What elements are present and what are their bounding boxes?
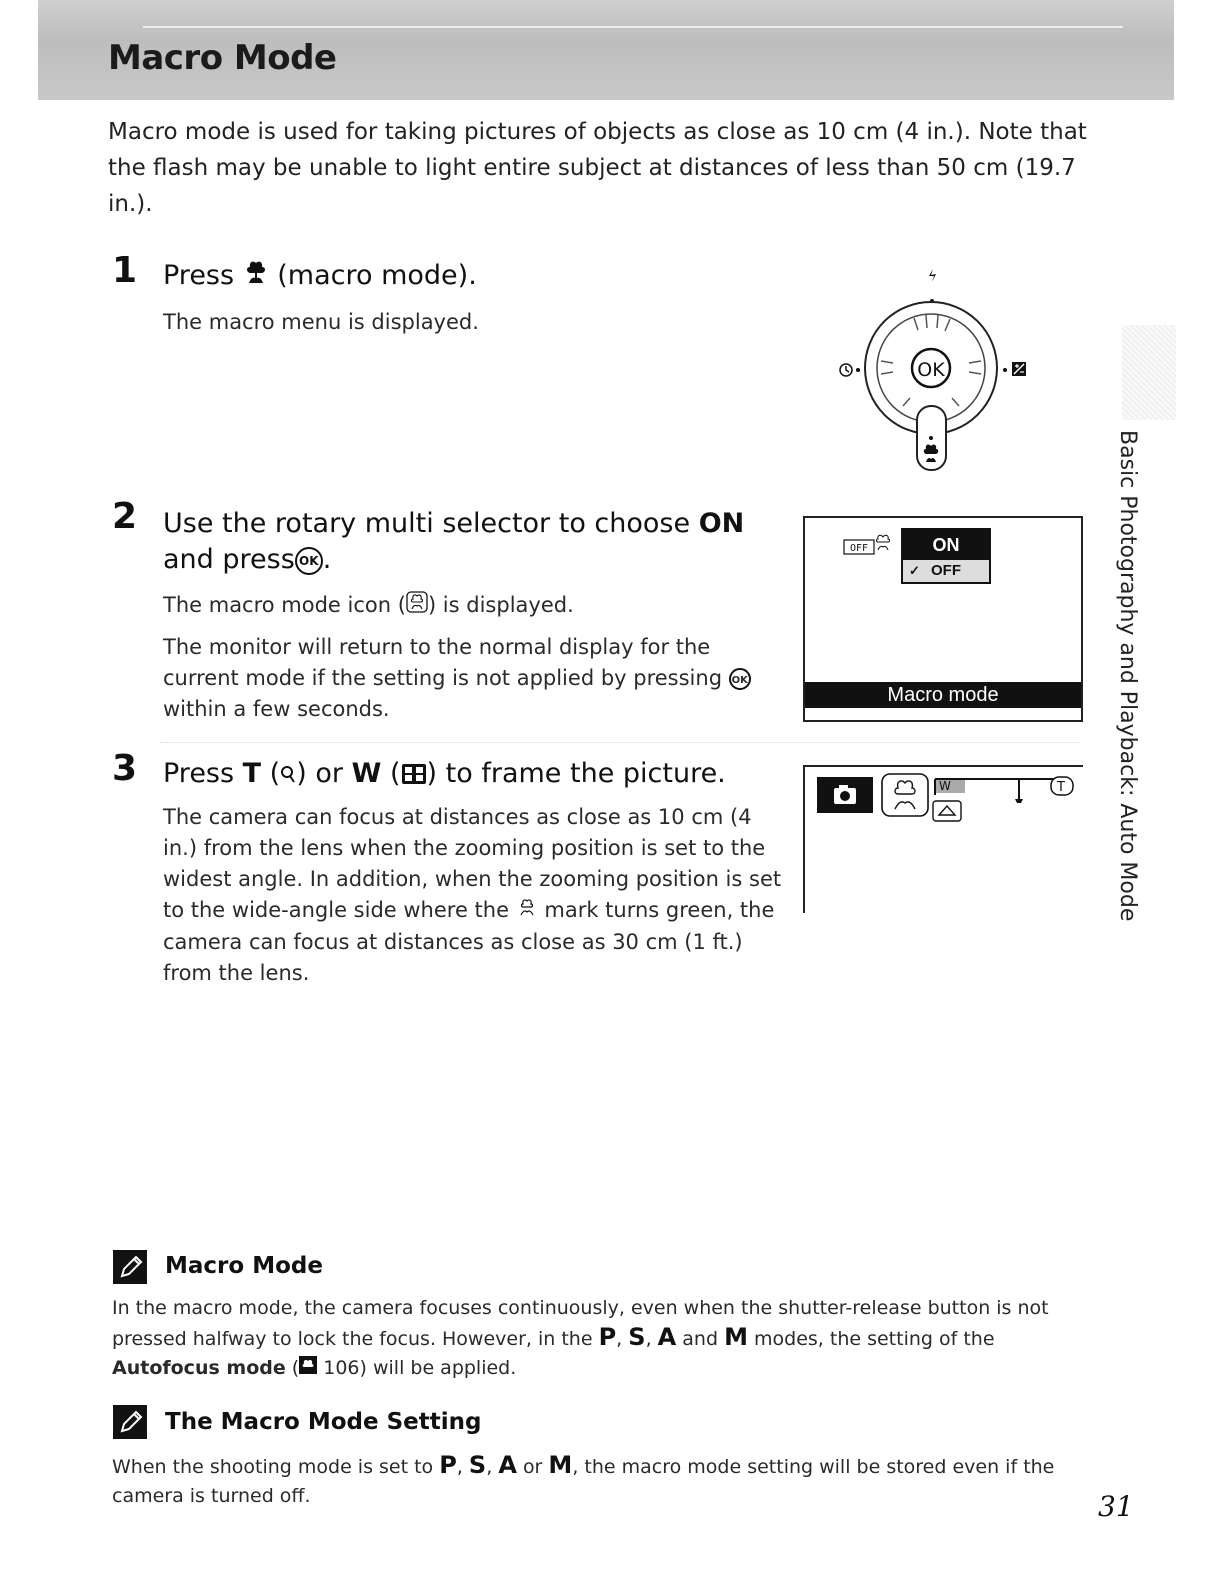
note-1-body: In the macro mode, the camera focuses continuously, even when the shutter-release button is not pressed halfway to lock the focus. However, in the P, S, A and M modes, the setting of the Autofocus mode ( 106) will be applied. (112, 1294, 1092, 1383)
step-2-number: 2 (112, 496, 138, 537)
side-tab-texture (1122, 325, 1176, 420)
note-1-title: Macro Mode (165, 1253, 323, 1279)
zoom-t-label: T (242, 758, 262, 789)
step-2-body-2-after: within a few seconds. (163, 697, 390, 721)
step-2-heading-end: . (322, 544, 332, 575)
note-2-body: When the shooting mode is set to P, S, A or M, the macro mode setting will be stored even if the camera is turned off. (112, 1451, 1055, 1507)
step-3-heading (163, 756, 783, 792)
note-1-body-before: In the macro mode, the camera focuses continuously, even when the shutter-release button is not pressed halfway to lock the focus. However, in the (112, 1297, 1049, 1350)
macro-off-icon (843, 532, 893, 560)
macro-indicator-icon (881, 773, 933, 823)
step-3-number: 3 (112, 748, 138, 789)
step-3-heading-after: to frame the picture. (445, 758, 726, 789)
step-2-body-1-before: The macro mode icon ( (163, 593, 406, 617)
step-2-heading-before: Use the rotary multi selector to choose (163, 508, 691, 539)
flash-icon (929, 269, 936, 282)
option-on-label: ON (932, 535, 960, 555)
step-2-heading (163, 506, 763, 578)
page-title: Macro Mode (108, 38, 337, 78)
step-2-body-1-after: ) is displayed. (427, 593, 574, 617)
step-3-heading-before: Press (163, 758, 235, 789)
mode-s-label: S (468, 1451, 487, 1479)
step-2-body-2-before: The monitor will return to the normal display for the current mode if the setting is not applied by pressing (163, 635, 723, 690)
zoom-w-label: W (351, 758, 382, 789)
step-3-heading-or: or (315, 758, 343, 789)
step-1-heading-before: Press (163, 260, 235, 291)
intro-paragraph: Macro mode is used for taking pictures of objects as close as 10 cm (4 in.). Note that the flash may be unable to light entire subject at distances of less than 50 cm (19.7 in.). (108, 119, 1087, 217)
page-reference-icon (299, 1354, 317, 1383)
option-off[interactable] (903, 560, 989, 582)
step-3-body-before: The camera can focus at distances as close as 10 cm (4 in.) from the lens when the zooming position is set to the widest angle. In addition, when the zooming position is set to the wide-angle side where the (163, 805, 782, 922)
mode-a-label: A (498, 1451, 517, 1479)
autofocus-mode-link[interactable]: Autofocus mode (112, 1357, 286, 1379)
step-divider (160, 742, 1080, 743)
mode-p-label: P (439, 1451, 457, 1479)
step-2-body-1 (163, 590, 773, 622)
step-1-heading (163, 258, 477, 295)
option-off-label: OFF (931, 562, 961, 579)
macro-flower-icon (243, 259, 269, 295)
note-pencil-icon (113, 1405, 147, 1439)
zoom-tele-label: T (1057, 780, 1065, 795)
zoom-wide-label: W (939, 779, 951, 793)
camera-mode-icon (817, 777, 873, 813)
zoom-in-icon: ( ) (269, 758, 307, 789)
macro-mode-icon (406, 591, 428, 622)
note-1-body-mid: modes, the setting of the (754, 1328, 995, 1350)
exposure-compensation-icon (1012, 362, 1026, 376)
header-rule (143, 26, 1123, 28)
ok-button-icon: OK (295, 547, 323, 575)
chapter-side-tab-label: Basic Photography and Playback: Auto Mode (1115, 430, 1140, 922)
rotary-selector-figure (830, 266, 1040, 481)
step-2-heading-mid: and press (163, 544, 295, 575)
option-on[interactable] (903, 530, 989, 560)
note-pencil-icon (113, 1250, 147, 1284)
step-3-body (163, 802, 783, 989)
self-timer-icon (840, 364, 852, 376)
step-2-heading-on: ON (698, 508, 745, 539)
note-1-page-ref: 106) will be applied. (323, 1357, 517, 1379)
thumbnail-icon: ( ) (389, 758, 438, 789)
ok-label: OK (917, 359, 945, 381)
macro-option-list (901, 528, 991, 584)
step-1-body: The macro menu is displayed. (163, 310, 479, 334)
note-2-title: The Macro Mode Setting (165, 1409, 482, 1435)
note-2-body-before: When the shooting mode is set to (112, 1456, 434, 1478)
note-2-body-after: the macro mode setting will be stored even if the camera is turned off. (112, 1456, 1055, 1507)
macro-mode-caption: Macro mode (805, 682, 1081, 708)
chapter-side-tab (1115, 430, 1160, 922)
mode-a-label: A (657, 1323, 677, 1351)
ok-button-icon-small: OK (729, 668, 751, 690)
checkmark-icon: ✓ (909, 563, 920, 578)
mode-p-label: P (598, 1323, 617, 1351)
step-3-body-after: mark turns green, the camera can focus at distances as close as 30 cm (1 ft.) from the lens. (163, 898, 775, 985)
mode-m-label: M (724, 1323, 748, 1351)
mode-s-label: S (628, 1323, 646, 1351)
macro-mark-icon (516, 896, 538, 927)
note-2-or: or (522, 1456, 543, 1478)
step-1-heading-after: (macro mode). (277, 260, 477, 291)
zoom-indicator-screen (803, 765, 1083, 913)
macro-menu-screen (803, 516, 1083, 722)
zoom-bar (929, 775, 1077, 825)
note-1-and: and (682, 1328, 719, 1350)
step-1-number: 1 (112, 250, 138, 291)
page-number: 31 (1098, 1490, 1134, 1523)
mode-m-label: M (548, 1451, 573, 1479)
svg-text:OFF: OFF (849, 543, 869, 554)
step-2-body-2 (163, 632, 773, 725)
